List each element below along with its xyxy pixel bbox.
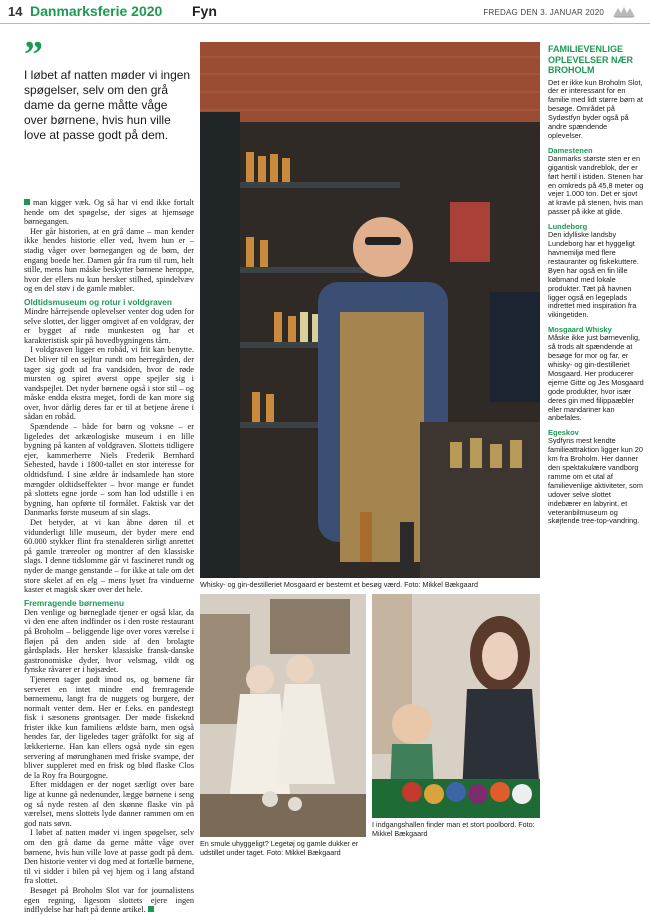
sidebar-intro: Det er ikke kun Broholm Slot, der er interessant for en familie med lidt større børn at besøge. Området på Sydøstfyn byder også på andre spændende oplevelser. (548, 77, 643, 140)
sidebar-title: FAMILIEVENLIGE OPLEVELSER NÆR BROHOLM (548, 44, 634, 75)
pool-photo (372, 594, 540, 818)
page-header (0, 0, 650, 24)
quote-mark-icon: ” (24, 34, 43, 76)
newspaper-logo-icon (612, 5, 636, 19)
sidebar-factbox (548, 44, 644, 526)
issue-date: FREDAG DEN 3. JANUAR 2020 (483, 8, 604, 17)
sidebar-item-text: Den idylliske landsby Lundeborg har et hyggeligt havnemiljø med flere restauranter og fiskekuttere. Byen har også en fin lille købmand med lokale produkter. Tæt på havnen ligger også en legeplads indrettet med inspiration fra vikingetiden. (548, 230, 639, 320)
article-paragraph: Den venlige og børneglade tjener er også klar, da vi den ene aften indfinder os i den roste restaurant på Broholm – beliggende lige over vores værelse i fløjen på den anden side af den brolagte gårdsplads. Her hersker klassiske fransk-danske gastronomiske dyder, hvor velsmag, vildt og fynske råvarer er i højsædet. (24, 607, 194, 675)
page-number: 14 (8, 4, 23, 19)
continuation-marker-icon (24, 199, 30, 205)
section-title: Danmarksferie 2020 (30, 3, 163, 19)
sidebar-item-heading: Lundeborg (548, 222, 588, 232)
subheading: Oldtidsmuseum og rotur i voldgraven (24, 296, 172, 307)
sidebar-item-text: Sydfyns mest kendte familieattraktion ligger kun 20 km fra Broholm. Her danner den spektakulære vandborg ramme om et utal af familievenlige aktiviteter, som udover selve slottet indebærer en labyrint, et veteranbilmuseum og skøjtende tree-top-vandring. (548, 436, 643, 526)
distillery-photo (200, 42, 540, 578)
article-paragraph: Spændende – både for børn og voksne – er ligeledes det arkæologiske museum i en lille bygning på kanten af voldgraven. Slottets tidligere ejer, kammerherre Niels Frederik Bernhard Sehested, havde i 1800-tallet en stor interesse for oldtidsfund. I sine ældre år indsamlede han store mængder oldtidseffekter – hvor mange er fundet på slottets egne jorde – som han lod udstille i en bygning, han opførte til formålet. Faktisk var det Danmarks første museum af sin slags. (24, 422, 194, 518)
article-paragraph: man kigger væk. Og så har vi end ikke fortalt hende om det spøgelse, der siges at hjemsøge børnegangen. (24, 198, 194, 227)
region-label: Fyn (192, 3, 217, 19)
pull-quote (24, 34, 192, 143)
article-paragraph: I løbet af natten møder vi ingen spøgelser, selv om den grå dame da gerne måtte våge over børnene, hvis hun ville love at passe godt på dem. Den historie venter vi dog med at fortælle børnene, til vi sidder i bilen på vej hjem og i lang afstand fra slottet. (24, 828, 194, 886)
sidebar-item-heading: Damestenen (548, 145, 593, 155)
sidebar-item-heading: Mosgaard Whisky (548, 325, 612, 335)
photo-caption: Whisky- og gin-destilleriet Mosgaard er bestemt et besøg værd. Foto: Mikkel Bækgaard (200, 580, 479, 589)
pool-photo-illustration (372, 594, 540, 818)
photo-caption: I indgangshallen finder man et stort poolbord. Foto: Mikkel Bækgaard (372, 820, 535, 838)
sidebar-item-text: Måske ikke just børnevenlig, så trods alt spændende at besøge for mor og far, er whisky- og gin-destilleriet Mosgaard. Her producerer ejerne Gitte og Jes Mosgaard gode produkter, hvor især deres gin med filippaæbler eller mandariner kan anbefales. (548, 333, 644, 423)
end-marker-icon (148, 906, 154, 912)
dolls-photo-illustration (200, 594, 366, 837)
sidebar-item-heading: Egeskov (548, 428, 579, 438)
photo-caption: En smule uhyggeligt? Legetøj og gamle dukker er udstillet under taget. Foto: Mikkel Bækgaard (200, 839, 359, 857)
article-paragraph: I voldgraven ligger en robåd, vi frit kan benytte. Det bliver til en sejltur rundt om herregården, der tager sig godt ud fra vandsiden, hvor de røde mursten og spiret øverst oppe spejler sig i vandspejlet. Det nyder børnene også i stor stil – og måske endda ekstra meget, fordi de kan more sig over, hvor dårlig deres far er til at betjene årene i sådan en robåd. (24, 345, 194, 422)
article-paragraph: Efter middagen er der noget særligt over bare lige at kunne gå nedenunder, lægge børnene i seng og så nyde resten af den skønne flaske vin på værelset, mens slottets lyde danner rammen om en god nats søvn. (24, 780, 194, 828)
article-body (24, 198, 194, 915)
pull-quote-text: I løbet af natten møder vi ingen spøgelser, selv om den grå dame da gerne måtte våge over børnene, hvis hun ville love at passe godt på dem. (24, 68, 191, 142)
dolls-photo (200, 594, 366, 837)
distillery-photo-illustration (200, 42, 540, 578)
article-paragraph: Her går historien, at en grå dame – man kender ikke hendes historie eller ved, hvem hun er – stadig våger over børnegangen og de børn, der engang boede her. Damen går fra rum til rum, helt stille, mens hun måske beskytter børnene heroppe, hvor der ellers nu kun hersker stilhed, spindelvæv og en del støv i de gamle møbler. (24, 226, 194, 294)
article-paragraph: Mindre hårrejsende oplevelser venter dog uden for selve slottet, der ligger omgivet af en voldgrav, der er bygget af røde munkesten og har et karakteristisk spir på hovedbygningens tårn. (24, 306, 194, 345)
article-paragraph: Tjeneren tager godt imod os, og børnene får serveret en intet mindre end fremragende børnemenu, langt fra de nuggets og burgere, der normalt venter dem. Her er f.eks. en pandestegt fisk i sæsonens grøntsager. Der møde fiskeknd frister ikke kun familiens ældste barn, men også hendes far, der ligeledes tager gråfolkt for sig af lækkerierne. Han kan ellers også nyde sin egen servering af mørunghanen med friske svampe, der bliver suppleret med en frisk og blød flaske Clos de la Roy fra Bourgogne. (24, 674, 194, 780)
subheading: Fremragende børnemenu (24, 597, 125, 608)
article-paragraph: Det betyder, at vi kan åbne døren til et vidunderligt lille museum, der byder mere end 60.000 stykker flint fra stenalderen sirligt anrettet på gamle træreoler og montrer af den klassiske slags. I denne tidslomme går vi fascineret rundt og nyder de mange genstande – for ikke at tale om det store skelet af en elg – mens lyset fra vinduerne kaster et magisk skær over det hele. (24, 518, 194, 595)
sidebar-item-text: Danmarks største sten er en gigantisk vandreblok, der er ført hertil i istiden. Stenen har en omkreds på 45,8 meter og vejer 1.000 ton. Det er sjovt at kravle på stenen, hvis man passer på ikke at glide. (548, 153, 644, 217)
article-paragraph: Besøget på Broholm Slot var for journalistens egen regning, ligesom slottets ejere ingen indflydelse har haft på denne artikel. (24, 885, 194, 915)
